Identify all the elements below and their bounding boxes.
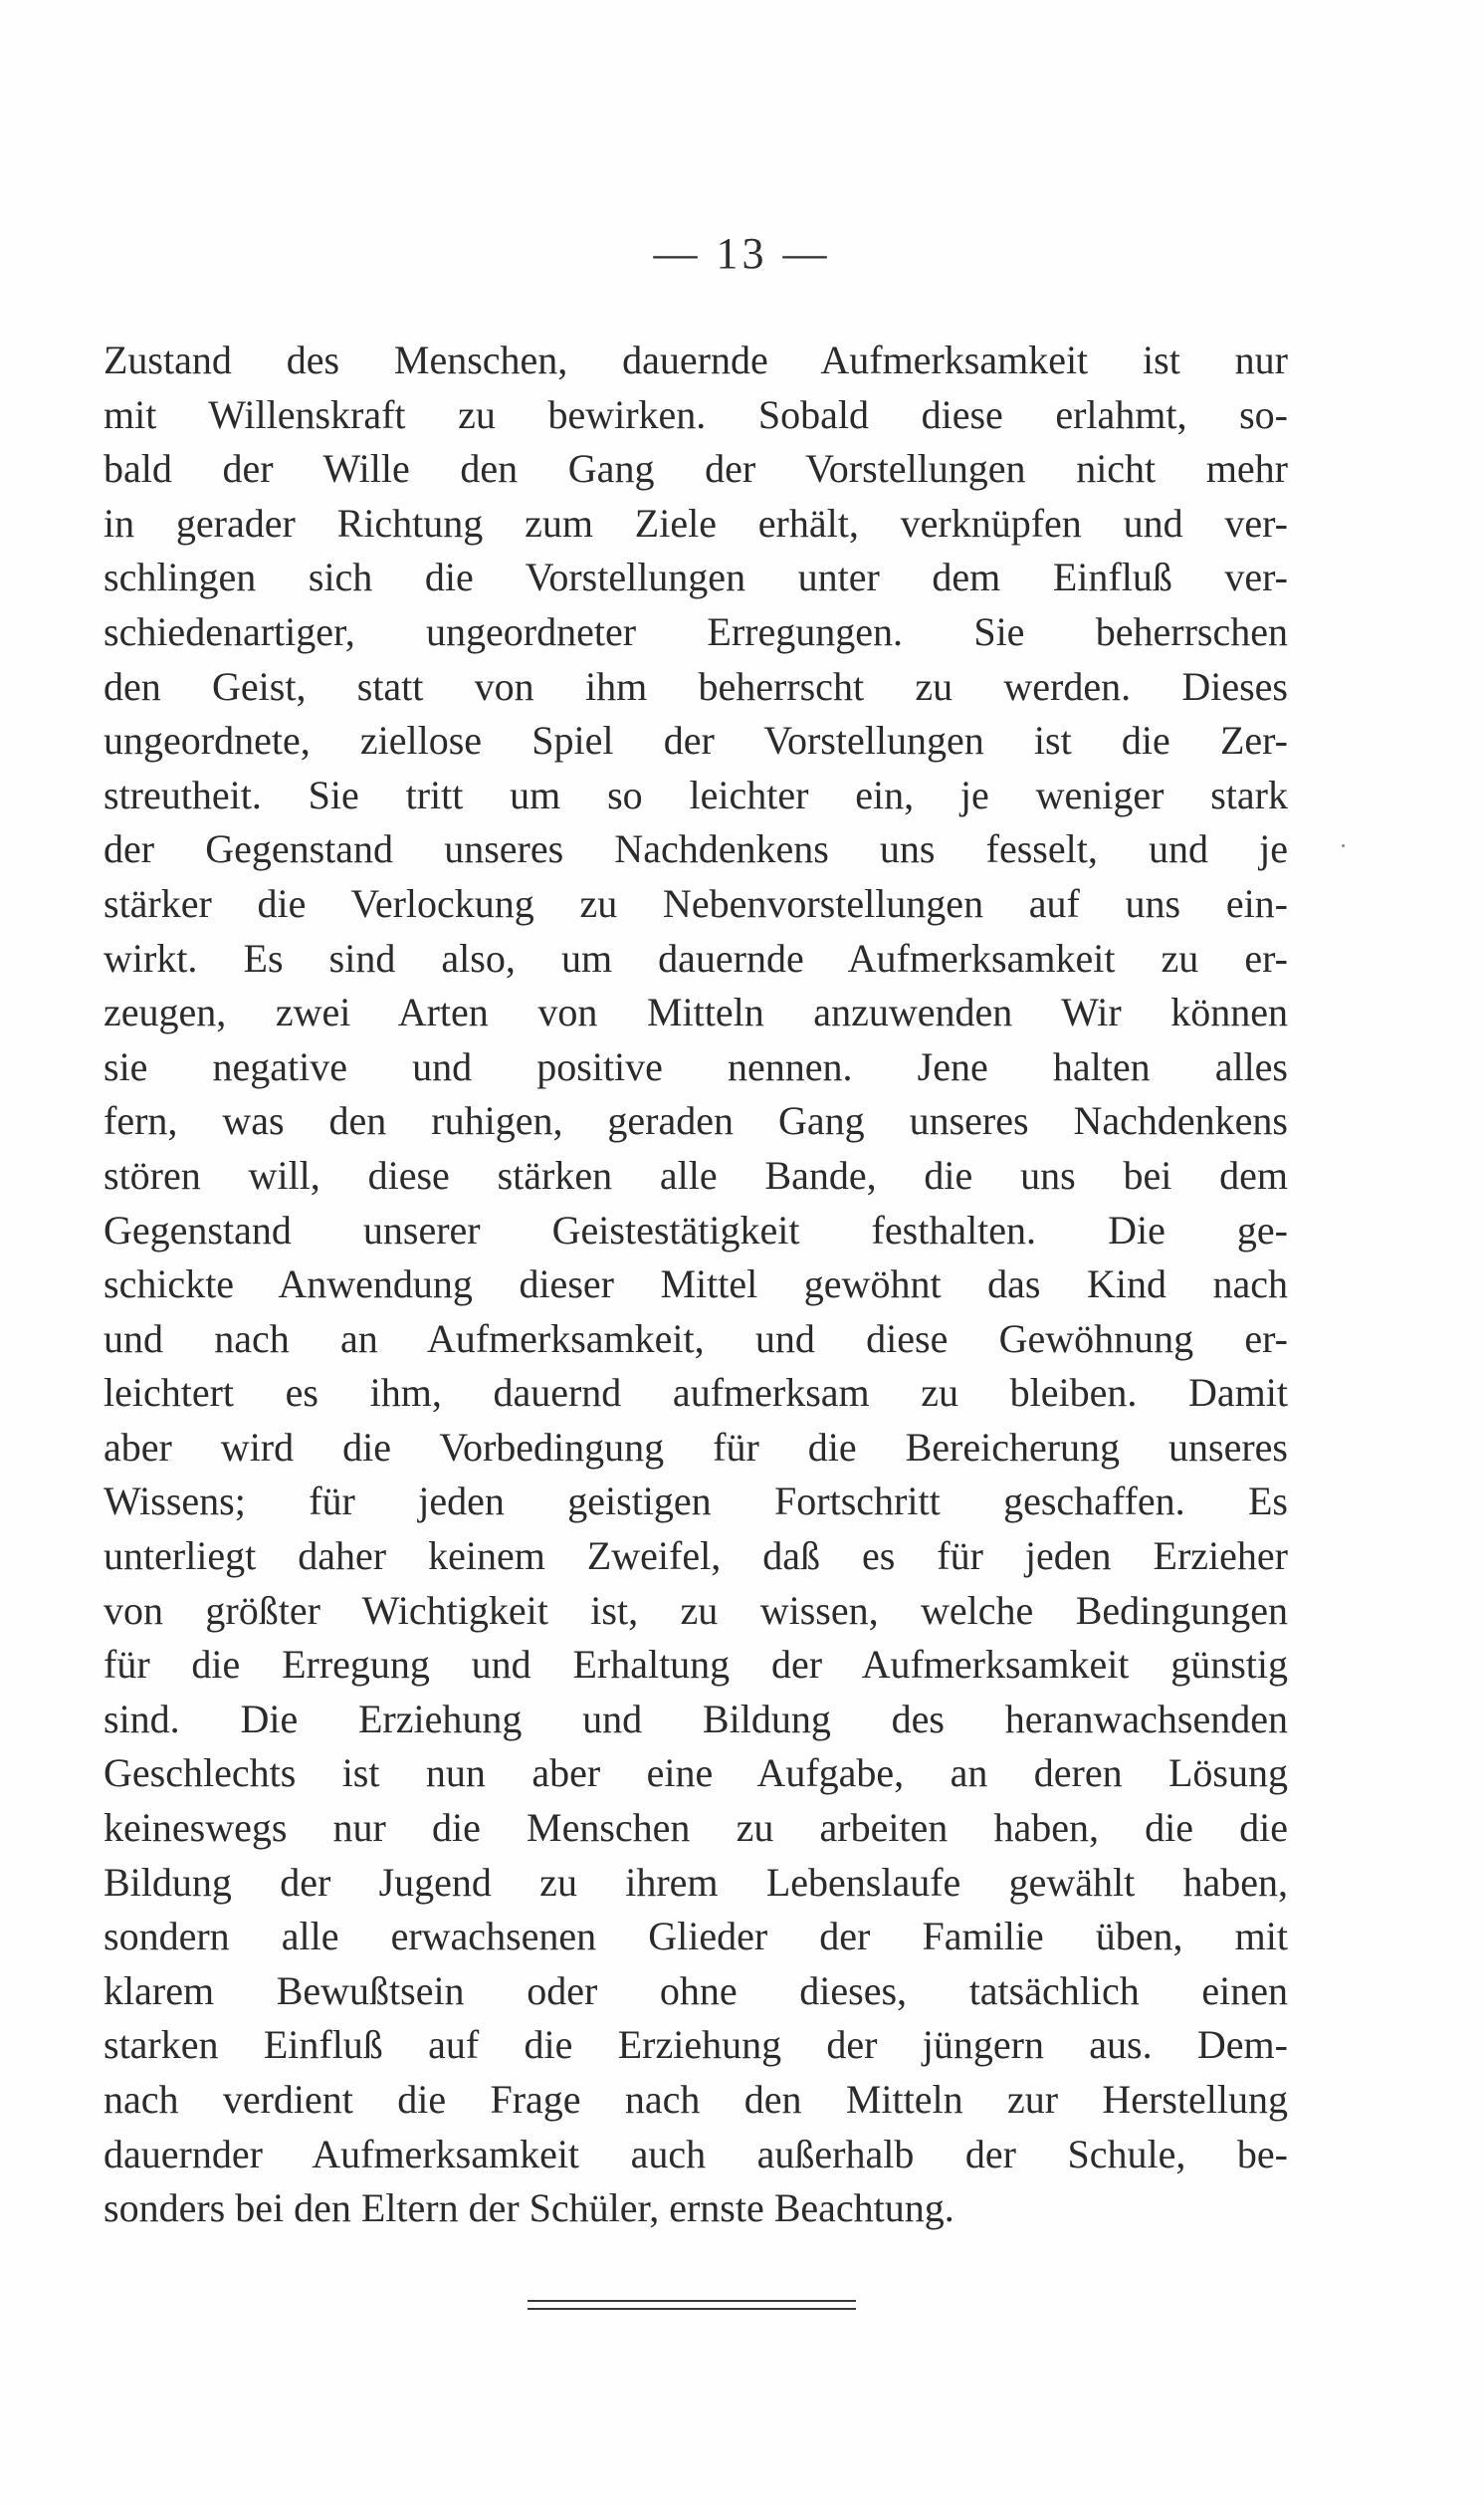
text-line: mit Willenskraft zu bewirken. Sobald diese erlahmt, so-	[104, 391, 1288, 437]
text-line: und nach an Aufmerksamkeit, und diese Gewöhnung er-	[104, 1315, 1288, 1361]
text-line: stärker die Verlockung zu Nebenvorstellungen auf uns ein-	[104, 880, 1288, 926]
text-line: Gegenstand unserer Geistestätigkeit festhalten. Die ge-	[104, 1207, 1288, 1252]
text-line: wirkt. Es sind also, um dauernde Aufmerksamkeit zu er-	[104, 935, 1288, 981]
text-line: sie negative und positive nennen. Jene halten alles	[104, 1043, 1288, 1089]
text-line: schlingen sich die Vorstellungen unter dem Einfluß ver-	[104, 555, 1288, 600]
text-line: der Gegenstand unseres Nachdenkens uns fesselt, und je	[104, 826, 1288, 872]
text-line: zeugen, zwei Arten von Mitteln anzuwenden Wir können	[104, 990, 1288, 1035]
text-line: Geschlechts ist nun aber eine Aufgabe, an deren Lösung	[104, 1750, 1288, 1796]
text-line: von größter Wichtigkeit ist, zu wissen, welche Bedingungen	[104, 1587, 1288, 1633]
text-line: Wissens; für jeden geistigen Fortschritt geschaffen. Es	[104, 1479, 1288, 1524]
text-line: bald der Wille den Gang der Vorstellungen nicht mehr	[104, 446, 1288, 492]
text-line: keineswegs nur die Menschen zu arbeiten haben, die die	[104, 1805, 1288, 1851]
text-line: schickte Anwendung dieser Mittel gewöhnt das Kind nach	[104, 1261, 1288, 1307]
text-line: nach verdient die Frage nach den Mitteln zur Herstellung	[104, 2077, 1288, 2122]
text-line: den Geist, statt von ihm beherrscht zu werden. Dieses	[104, 663, 1288, 709]
text-line: fern, was den ruhigen, geraden Gang unseres Nachdenkens	[104, 1098, 1288, 1144]
text-line: sondern alle erwachsenen Glieder der Familie üben, mit	[104, 1914, 1288, 1959]
text-line: Bildung der Jugend zu ihrem Lebenslaufe gewählt haben,	[104, 1859, 1288, 1905]
text-line: Zustand des Menschen, dauernde Aufmerksamkeit ist nur	[104, 338, 1288, 382]
text-line: unterliegt daher keinem Zweifel, daß es für jeden Erzieher	[104, 1533, 1288, 1579]
end-separator-rule-bottom	[528, 2308, 856, 2310]
text-line: dauernder Aufmerksamkeit auch außerhalb der Schule, be-	[104, 2131, 1288, 2176]
text-line: sonders bei den Eltern der Schüler, ernste Beachtung.	[104, 2185, 954, 2231]
text-line: sind. Die Erziehung und Bildung des heranwachsenden	[104, 1696, 1288, 1741]
text-line: in gerader Richtung zum Ziele erhält, verknüpfen und ver-	[104, 500, 1288, 546]
text-line: streutheit. Sie tritt um so leichter ein, je weniger stark	[104, 772, 1288, 817]
page-number: — 13 —	[653, 229, 831, 278]
text-line: für die Erregung und Erhaltung der Aufmerksamkeit günstig	[104, 1642, 1288, 1688]
text-line: starken Einfluß auf die Erziehung der jüngern aus. Dem-	[104, 2022, 1288, 2068]
margin-speck	[1342, 844, 1345, 847]
text-line: stören will, diese stärken alle Bande, die uns bei dem	[104, 1152, 1288, 1198]
text-line: klarem Bewußtsein oder ohne dieses, tatsächlich einen	[104, 1967, 1288, 2013]
text-line: leichtert es ihm, dauernd aufmerksam zu bleiben. Damit	[104, 1370, 1288, 1416]
end-separator-rule-top	[528, 2300, 856, 2302]
text-line: ungeordnete, ziellose Spiel der Vorstellungen ist die Zer-	[104, 718, 1288, 764]
text-line: aber wird die Vorbedingung für die Bereicherung unseres	[104, 1424, 1288, 1470]
body-text	[104, 334, 1288, 2236]
text-line: schiedenartiger, ungeordneter Erregungen. Sie beherrschen	[104, 608, 1288, 654]
